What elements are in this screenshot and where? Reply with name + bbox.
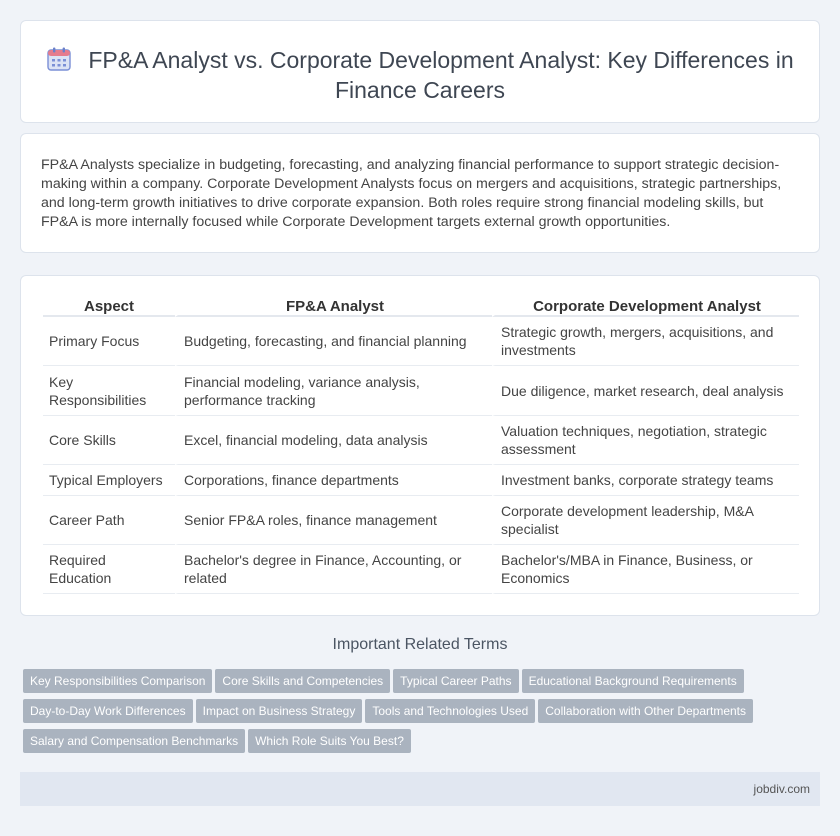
table-cell: Budgeting, forecasting, and financial planning	[175, 317, 492, 366]
table-row	[43, 496, 799, 545]
header-corpdev: Corporate Development Analyst	[492, 298, 799, 317]
table-cell: Key Responsibilities	[43, 366, 175, 416]
related-term-tag[interactable]: Typical Career Paths	[393, 669, 518, 693]
table-cell: Required Education	[43, 545, 175, 594]
table-cell: Valuation techniques, negotiation, strategic assessment	[492, 416, 799, 465]
related-term-tag[interactable]: Day-to-Day Work Differences	[23, 699, 193, 723]
page-title: FP&A Analyst vs. Corporate Development Analyst: Key Differences in Finance Careers	[88, 47, 794, 103]
comparison-table	[43, 298, 799, 594]
table-cell: Corporations, finance departments	[175, 465, 492, 496]
comparison-table-card	[20, 275, 820, 616]
table-cell: Typical Employers	[43, 465, 175, 496]
table-cell: Corporate development leadership, M&A specialist	[492, 496, 799, 545]
table-cell: Investment banks, corporate strategy teams	[492, 465, 799, 496]
related-term-tag[interactable]: Impact on Business Strategy	[196, 699, 363, 723]
page-title-wrap	[21, 45, 819, 105]
footer-site-link[interactable]: jobdiv.com	[753, 782, 810, 796]
table-row	[43, 317, 799, 366]
table-row	[43, 465, 799, 496]
table-row	[43, 545, 799, 594]
table-cell: Bachelor's/MBA in Finance, Business, or Economics	[492, 545, 799, 594]
header-card	[20, 20, 820, 123]
intro-card	[20, 133, 820, 253]
table-header-row	[43, 298, 799, 317]
calendar-icon	[46, 46, 72, 72]
table-cell: Excel, financial modeling, data analysis	[175, 416, 492, 465]
header-aspect: Aspect	[43, 298, 175, 317]
table-cell: Due diligence, market research, deal analysis	[492, 366, 799, 416]
table-cell: Core Skills	[43, 416, 175, 465]
related-term-tag[interactable]: Core Skills and Competencies	[215, 669, 390, 693]
related-terms-list	[23, 669, 803, 759]
table-row	[43, 366, 799, 416]
related-term-tag[interactable]: Educational Background Requirements	[522, 669, 744, 693]
table-cell: Bachelor's degree in Finance, Accounting, or related	[175, 545, 492, 594]
related-terms-title: Important Related Terms	[332, 636, 508, 653]
table-cell: Strategic growth, mergers, acquisitions, and investments	[492, 317, 799, 366]
table-cell: Primary Focus	[43, 317, 175, 366]
related-term-tag[interactable]: Which Role Suits You Best?	[248, 729, 411, 753]
header-fpa: FP&A Analyst	[175, 298, 492, 317]
table-cell: Career Path	[43, 496, 175, 545]
related-term-tag[interactable]: Key Responsibilities Comparison	[23, 669, 212, 693]
table-row	[43, 416, 799, 465]
related-term-tag[interactable]: Collaboration with Other Departments	[538, 699, 753, 723]
table-cell: Senior FP&A roles, finance management	[175, 496, 492, 545]
table-cell: Financial modeling, variance analysis, performance tracking	[175, 366, 492, 416]
intro-text: FP&A Analysts specialize in budgeting, forecasting, and analyzing financial performance to support strategic decision-making within a company. Corporate Development Analysts focus on mergers and acquisitions, strategic partnerships, and long-term growth initiatives to drive corporate expansion. Both roles require strong financial modeling skills, but FP&A is more internally focused while Corporate Development targets external growth opportunities.	[41, 157, 782, 230]
footer	[20, 772, 820, 806]
related-term-tag[interactable]: Salary and Compensation Benchmarks	[23, 729, 245, 753]
related-term-tag[interactable]: Tools and Technologies Used	[365, 699, 535, 723]
